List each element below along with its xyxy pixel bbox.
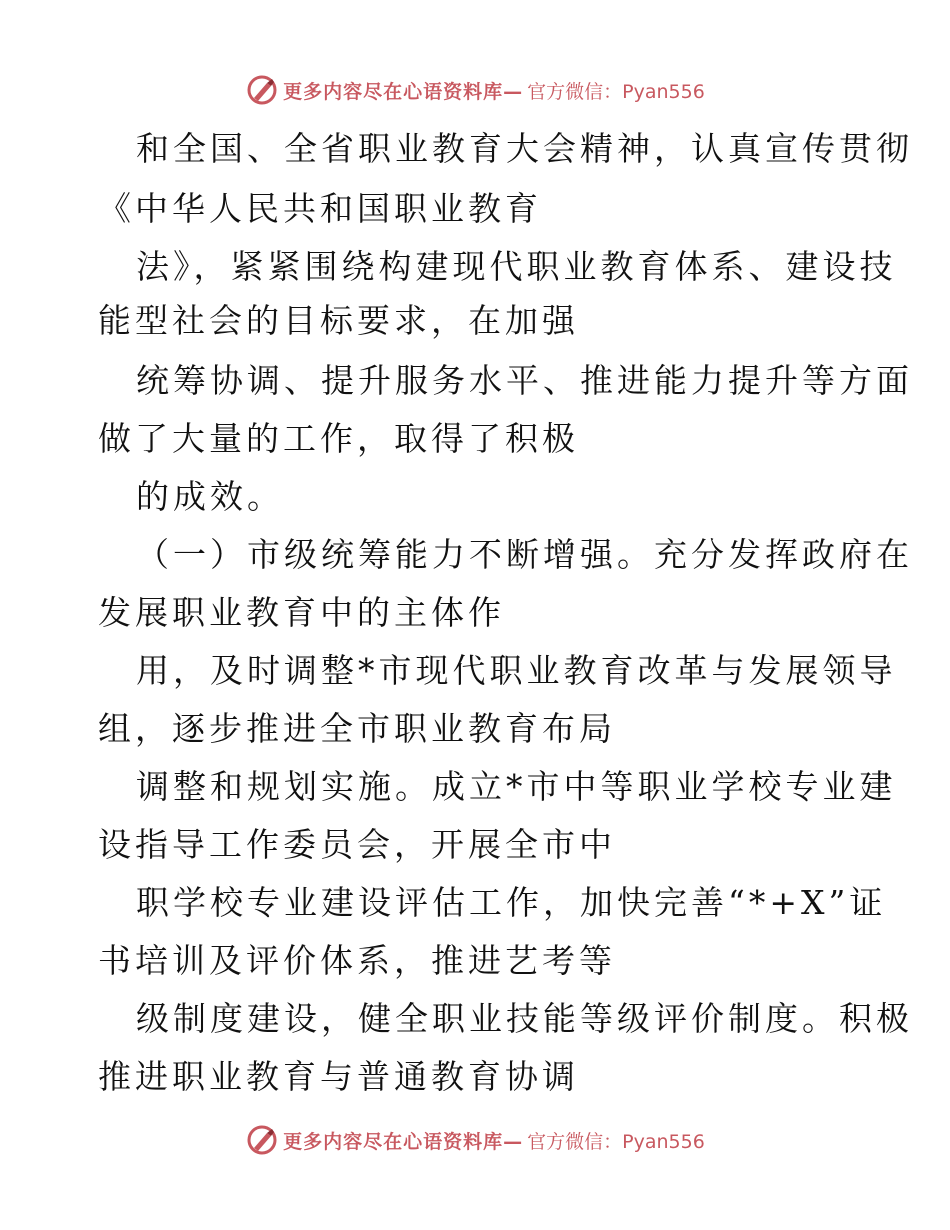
text-line: 和全国、全省职业教育大会精神，认真宣传贯彻 xyxy=(136,129,913,168)
text-line: 职学校专业建设评估工作，加快完善“*+X”证 xyxy=(136,883,887,922)
watermark-text: 更多内容尽在心语资料库— xyxy=(283,1130,524,1153)
text-line: 调整和规划实施。成立*市中等职业学校专业建 xyxy=(136,767,897,806)
text-line: 统筹协调、提升服务水平、推进能力提升等方面 xyxy=(136,361,913,400)
text-line: 发展职业教育中的主体作 xyxy=(98,593,505,632)
footer-watermark xyxy=(0,1120,950,1160)
watermark-text: 更多内容尽在心语资料库— xyxy=(283,80,524,103)
text-line: 级制度建设，健全职业技能等级评价制度。积极 xyxy=(136,999,913,1038)
text-line: 推进职业教育与普通教育协调 xyxy=(98,1057,579,1096)
text-line: 能型社会的目标要求，在加强 xyxy=(98,301,579,340)
pen-logo-icon xyxy=(245,1123,279,1157)
text-line: 的成效。 xyxy=(136,477,284,516)
pen-logo-icon xyxy=(245,73,279,107)
text-line: 《中华人民共和国职业教育 xyxy=(98,189,542,228)
text-line: （一）市级统筹能力不断增强。充分发挥政府在 xyxy=(136,535,913,574)
header-watermark xyxy=(0,70,950,110)
text-line: 设指导工作委员会，开展全市中 xyxy=(98,825,616,864)
text-line: 组，逐步推进全市职业教育布局 xyxy=(98,709,616,748)
text-line: 法》，紧紧围绕构建现代职业教育体系、建设技 xyxy=(136,247,897,286)
text-line: 用，及时调整*市现代职业教育改革与发展领导 xyxy=(136,651,897,690)
text-line: 书培训及评价体系，推进艺考等 xyxy=(98,941,616,980)
watermark-wechat: 官方微信：Pyan556 xyxy=(527,1130,705,1153)
watermark-wechat: 官方微信：Pyan556 xyxy=(527,80,705,103)
text-line: 做了大量的工作，取得了积极 xyxy=(98,419,579,458)
